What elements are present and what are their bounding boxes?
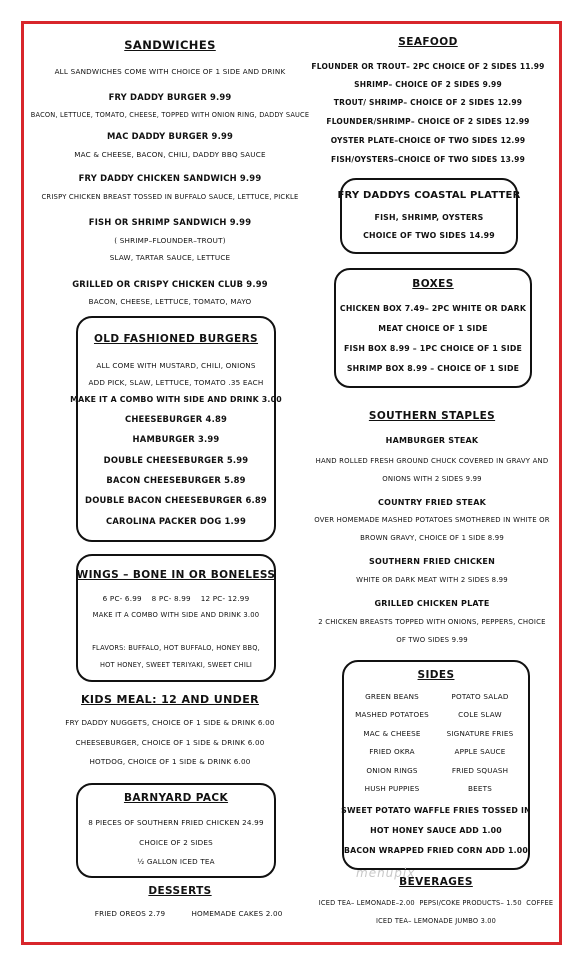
menu-item-name: DOUBLE BACON CHEESEBURGER 6.89 [85, 495, 267, 505]
side-item: APPLE SAUCE [454, 747, 506, 756]
side-item: GREEN BEANS [365, 692, 419, 701]
boxes-line: SHRIMP BOX 8.99 – CHOICE OF 1 SIDE [346, 364, 520, 373]
boxes-line: CHICKEN BOX 7.49– 2PC WHITE OR DARK [339, 304, 527, 313]
menu-item-name: DOUBLE CHEESEBURGER 5.99 [103, 455, 249, 465]
side-item: COLE SLAW [458, 710, 502, 719]
platter-heading: FRY DADDYS COASTAL PLATTER [337, 190, 521, 201]
staples-item-desc: OF TWO SIDES 9.99 [396, 636, 468, 644]
boxes-line: MEAT CHOICE OF 1 SIDE [378, 324, 488, 333]
seafood-item: FISH/OYSTERS–CHOICE OF TWO SIDES 13.99 [331, 155, 525, 164]
menu-item-desc: CRISPY CHICKEN BREAST TOSSED IN BUFFALO SAUCE, LETTUCE, PICKLE [41, 193, 299, 201]
burgers-note: ADD PICK, SLAW, LETTUCE, TOMATO .35 EACH [88, 378, 264, 387]
wings-heading: WINGS – BONE IN OR BONELESS [76, 569, 276, 581]
wings-flavors: HOT HONEY, SWEET TERIYAKI, SWEET CHILI [100, 661, 252, 669]
menu-item-desc: BACON, CHEESE, LETTUCE, TOMATO, MAYO [88, 297, 252, 306]
side-item: POTATO SALAD [451, 692, 509, 701]
barnyard-heading: BARNYARD PACK [123, 792, 229, 804]
kids-item: CHEESEBURGER, CHOICE OF 1 SIDE & DRINK 6.00 [75, 738, 265, 747]
side-item: ONION RINGS [366, 766, 418, 775]
burgers-note: ALL COME WITH MUSTARD, CHILI, ONIONS [96, 361, 256, 370]
menu-item-name: CHEESEBURGER 4.89 [124, 414, 228, 424]
staples-item-name: GRILLED CHICKEN PLATE [374, 599, 490, 608]
sandwiches-intro: ALL SANDWICHES COME WITH CHOICE OF 1 SIDE AND DRINK [54, 67, 286, 76]
menu-item-desc: ( SHRIMP–FLOUNDER–TROUT) [114, 236, 226, 245]
beverages-line: ICED TEA– LEMONADE–2.00 PEPSI/COKE PRODUCTS– 1.50 COFFEE [318, 899, 554, 907]
seafood-item: TROUT/ SHRIMP– CHOICE OF 2 SIDES 12.99 [333, 98, 523, 107]
dessert-item: HOMEMADE CAKES 2.00 [191, 909, 283, 918]
side-item: HUSH PUPPIES [364, 784, 420, 793]
sandwiches-heading: SANDWICHES [124, 38, 216, 52]
staples-item-name: COUNTRY FRIED STEAK [378, 498, 486, 507]
wings-prices: 6 PC- 6.99 8 PC- 8.99 12 PC- 12.99 [102, 594, 250, 603]
burgers-box [76, 316, 276, 542]
staples-item-desc: OVER HOMEMADE MASHED POTATOES SMOTHERED IN WHITE OR [314, 516, 550, 524]
side-item: BEETS [468, 784, 492, 793]
side-item: MASHED POTATOES [355, 710, 429, 719]
burgers-combo: MAKE IT A COMBO WITH SIDE AND DRINK 3.00 [70, 395, 282, 404]
seafood-item: SHRIMP– CHOICE OF 2 SIDES 9.99 [354, 80, 502, 89]
barnyard-line: CHOICE OF 2 SIDES [139, 838, 213, 847]
burgers-heading: OLD FASHIONED BURGERS [93, 333, 259, 345]
menu-item-name: HAMBURGER 3.99 [132, 434, 220, 444]
staples-item-desc: HAND ROLLED FRESH GROUND CHUCK COVERED IN GRAVY AND [315, 457, 549, 465]
seafood-item: OYSTER PLATE–CHOICE OF TWO SIDES 12.99 [330, 136, 526, 145]
seafood-item: FLOUNDER/SHRIMP– CHOICE OF 2 SIDES 12.99 [326, 117, 530, 126]
platter-line: FISH, SHRIMP, OYSTERS [374, 213, 484, 222]
menu-item-name: CAROLINA PACKER DOG 1.99 [106, 516, 246, 526]
sides-extra: BACON WRAPPED FRIED CORN ADD 1.00 [343, 846, 529, 855]
menu-item-name: FISH OR SHRIMP SANDWICH 9.99 [88, 217, 252, 227]
wings-combo: MAKE IT A COMBO WITH SIDE AND DRINK 3.00 [92, 611, 260, 619]
kids-item: HOTDOG, CHOICE OF 1 SIDE & DRINK 6.00 [89, 757, 251, 766]
desserts-heading: DESSERTS [148, 885, 212, 897]
menu-item-name: BACON CHEESEBURGER 5.89 [106, 475, 246, 485]
side-item: FRIED OKRA [369, 747, 415, 756]
barnyard-line: ½ GALLON ICED TEA [137, 857, 215, 866]
seafood-heading: SEAFOOD [398, 36, 458, 48]
kids-heading: KIDS MEAL: 12 AND UNDER [81, 693, 259, 706]
seafood-item: FLOUNDER OR TROUT– 2PC CHOICE OF 2 SIDES 11.99 [311, 62, 545, 71]
menu-item-name: FRY DADDY CHICKEN SANDWICH 9.99 [78, 173, 262, 183]
staples-item-desc: ONIONS WITH 2 SIDES 9.99 [382, 475, 482, 483]
wings-flavors: FLAVORS: BUFFALO, HOT BUFFALO, HONEY BBQ, [92, 644, 260, 652]
beverages-heading: BEVERAGES [399, 876, 473, 888]
staples-item-name: HAMBURGER STEAK [385, 436, 479, 445]
menu-item-desc: SLAW, TARTAR SAUCE, LETTUCE [109, 253, 231, 262]
staples-item-desc: WHITE OR DARK MEAT WITH 2 SIDES 8.99 [356, 576, 508, 584]
menu-item-name: GRILLED OR CRISPY CHICKEN CLUB 9.99 [72, 279, 268, 289]
watermark: menupix [356, 866, 416, 880]
staples-item-name: SOUTHERN FRIED CHICKEN [369, 557, 495, 566]
boxes-heading: BOXES [412, 278, 454, 290]
menu-item-name: MAC DADDY BURGER 9.99 [106, 131, 234, 141]
sides-heading: SIDES [417, 669, 455, 681]
side-item: SIGNATURE FRIES [446, 729, 514, 738]
staples-item-desc: BROWN GRAVY, CHOICE OF 1 SIDE 8.99 [360, 534, 504, 542]
side-item: MAC & CHEESE [363, 729, 421, 738]
barnyard-line: 8 PIECES OF SOUTHERN FRIED CHICKEN 24.99 [88, 818, 264, 827]
menu-item-desc: MAC & CHEESE, BACON, CHILI, DADDY BBQ SAUCE [74, 150, 266, 159]
sides-extra: HOT HONEY SAUCE ADD 1.00 [370, 826, 502, 835]
kids-item: FRY DADDY NUGGETS, CHOICE OF 1 SIDE & DRINK 6.00 [65, 718, 275, 727]
boxes-line: FISH BOX 8.99 – 1PC CHOICE OF 1 SIDE [343, 344, 523, 353]
menu-item-desc: BACON, LETTUCE, TOMATO, CHEESE, TOPPED WITH ONION RING, DADDY SAUCE [30, 111, 310, 119]
beverages-line: ICED TEA– LEMONADE JUMBO 3.00 [375, 917, 497, 925]
sides-extra: SWEET POTATO WAFFLE FRIES TOSSED IN [341, 806, 531, 815]
platter-line: CHOICE OF TWO SIDES 14.99 [363, 231, 495, 240]
staples-heading: SOUTHERN STAPLES [368, 410, 496, 422]
menu-item-name: FRY DADDY BURGER 9.99 [108, 92, 232, 102]
side-item: FRIED SQUASH [451, 766, 509, 775]
dessert-item: FRIED OREOS 2.79 [94, 909, 166, 918]
staples-item-desc: 2 CHICKEN BREASTS TOPPED WITH ONIONS, PEPPERS, CHOICE [318, 618, 546, 626]
